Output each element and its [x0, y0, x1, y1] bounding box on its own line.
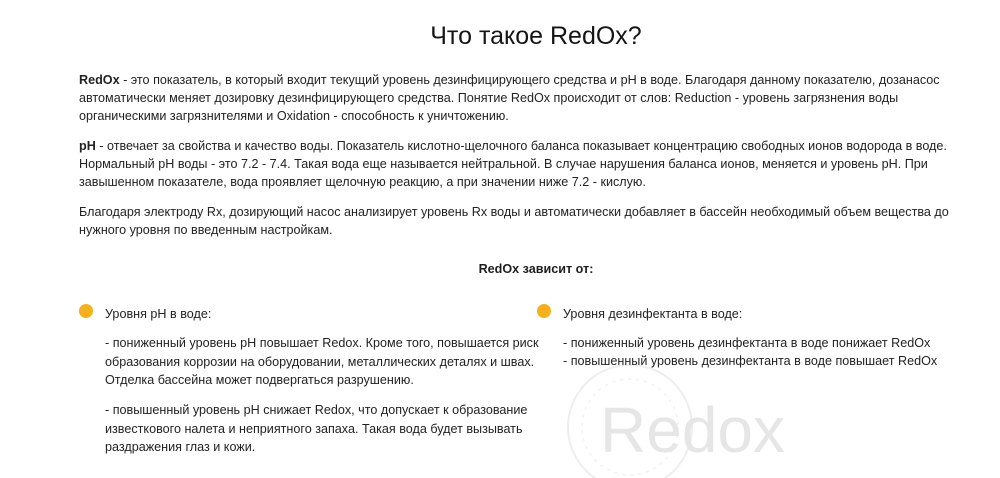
paragraph-ph-text: - отвечает за свойства и качество воды. Показатель кислотно-щелочного баланса показывает концентрацию свободных ионов водорода в воде. Нормальный pH воды - это 7.2 - 7.4. Такая вода еще называется нейтральной. В случае нарушения баланса ионов, меняется и уровень pH. При завышенном показателе, вода проявляет щелочную реакцию, а при значении ниже 7.2 - кислую. — [79, 139, 947, 189]
paragraph-electrode: Благодаря электроду Rx, дозирующий насос анализирует уровень Rx воды и автоматически добавляет в бассейн необходимый объем вещества до нужного уровня по введенным настройкам. — [79, 205, 949, 237]
bullet-icon — [537, 304, 551, 318]
paragraph-redox-text: - это показатель, в который входит текущий уровень дезинфицирующего средства и pH в воде. Благодаря данному показателю, дозанасос автоматически меняет дозировку дезинфицирующего средства. Понятие RedOx происходит от слов: Reduction - уровень загрязнения воды органическими загрязнителями и Oxidation - способность к уничтожению. — [79, 73, 940, 123]
left-column-item-low-ph: - пониженный уровень pH повышает Redox. Кроме того, повышается риск образования коррозии на оборудовании, металлических деталях и швах. Отделка бассейна может подвергаться разрушению. — [105, 336, 539, 387]
bullet-icon — [79, 304, 93, 318]
paragraph-redox — [79, 71, 979, 125]
right-column-heading: Уровня дезинфектанта в воде: — [563, 307, 743, 321]
right-column-item-high-disinfectant: - повышенный уровень дезинфектанта в воде повышает RedOx — [563, 354, 938, 368]
right-column-item-low-disinfectant: - пониженный уровень дезинфектанта в воде понижает RedOx — [563, 336, 931, 350]
left-column-heading: Уровня pH в воде: — [105, 307, 212, 321]
left-column-item-high-ph: - повышенный уровень pH снижает Redox, что допускает к образование известкового налета и неприятного запаха. Такая вода будет вызывать раздражения глаз и кожи. — [105, 403, 528, 454]
paragraph-ph — [79, 137, 979, 191]
depends-heading: RedOx зависит от: — [478, 262, 594, 276]
watermark-text: Redox — [600, 394, 785, 466]
redox-logo-icon — [560, 352, 840, 478]
term-ph: pH — [79, 139, 96, 153]
page-title: Что такое RedOx? — [430, 22, 642, 50]
term-redox: RedOx — [79, 73, 120, 87]
